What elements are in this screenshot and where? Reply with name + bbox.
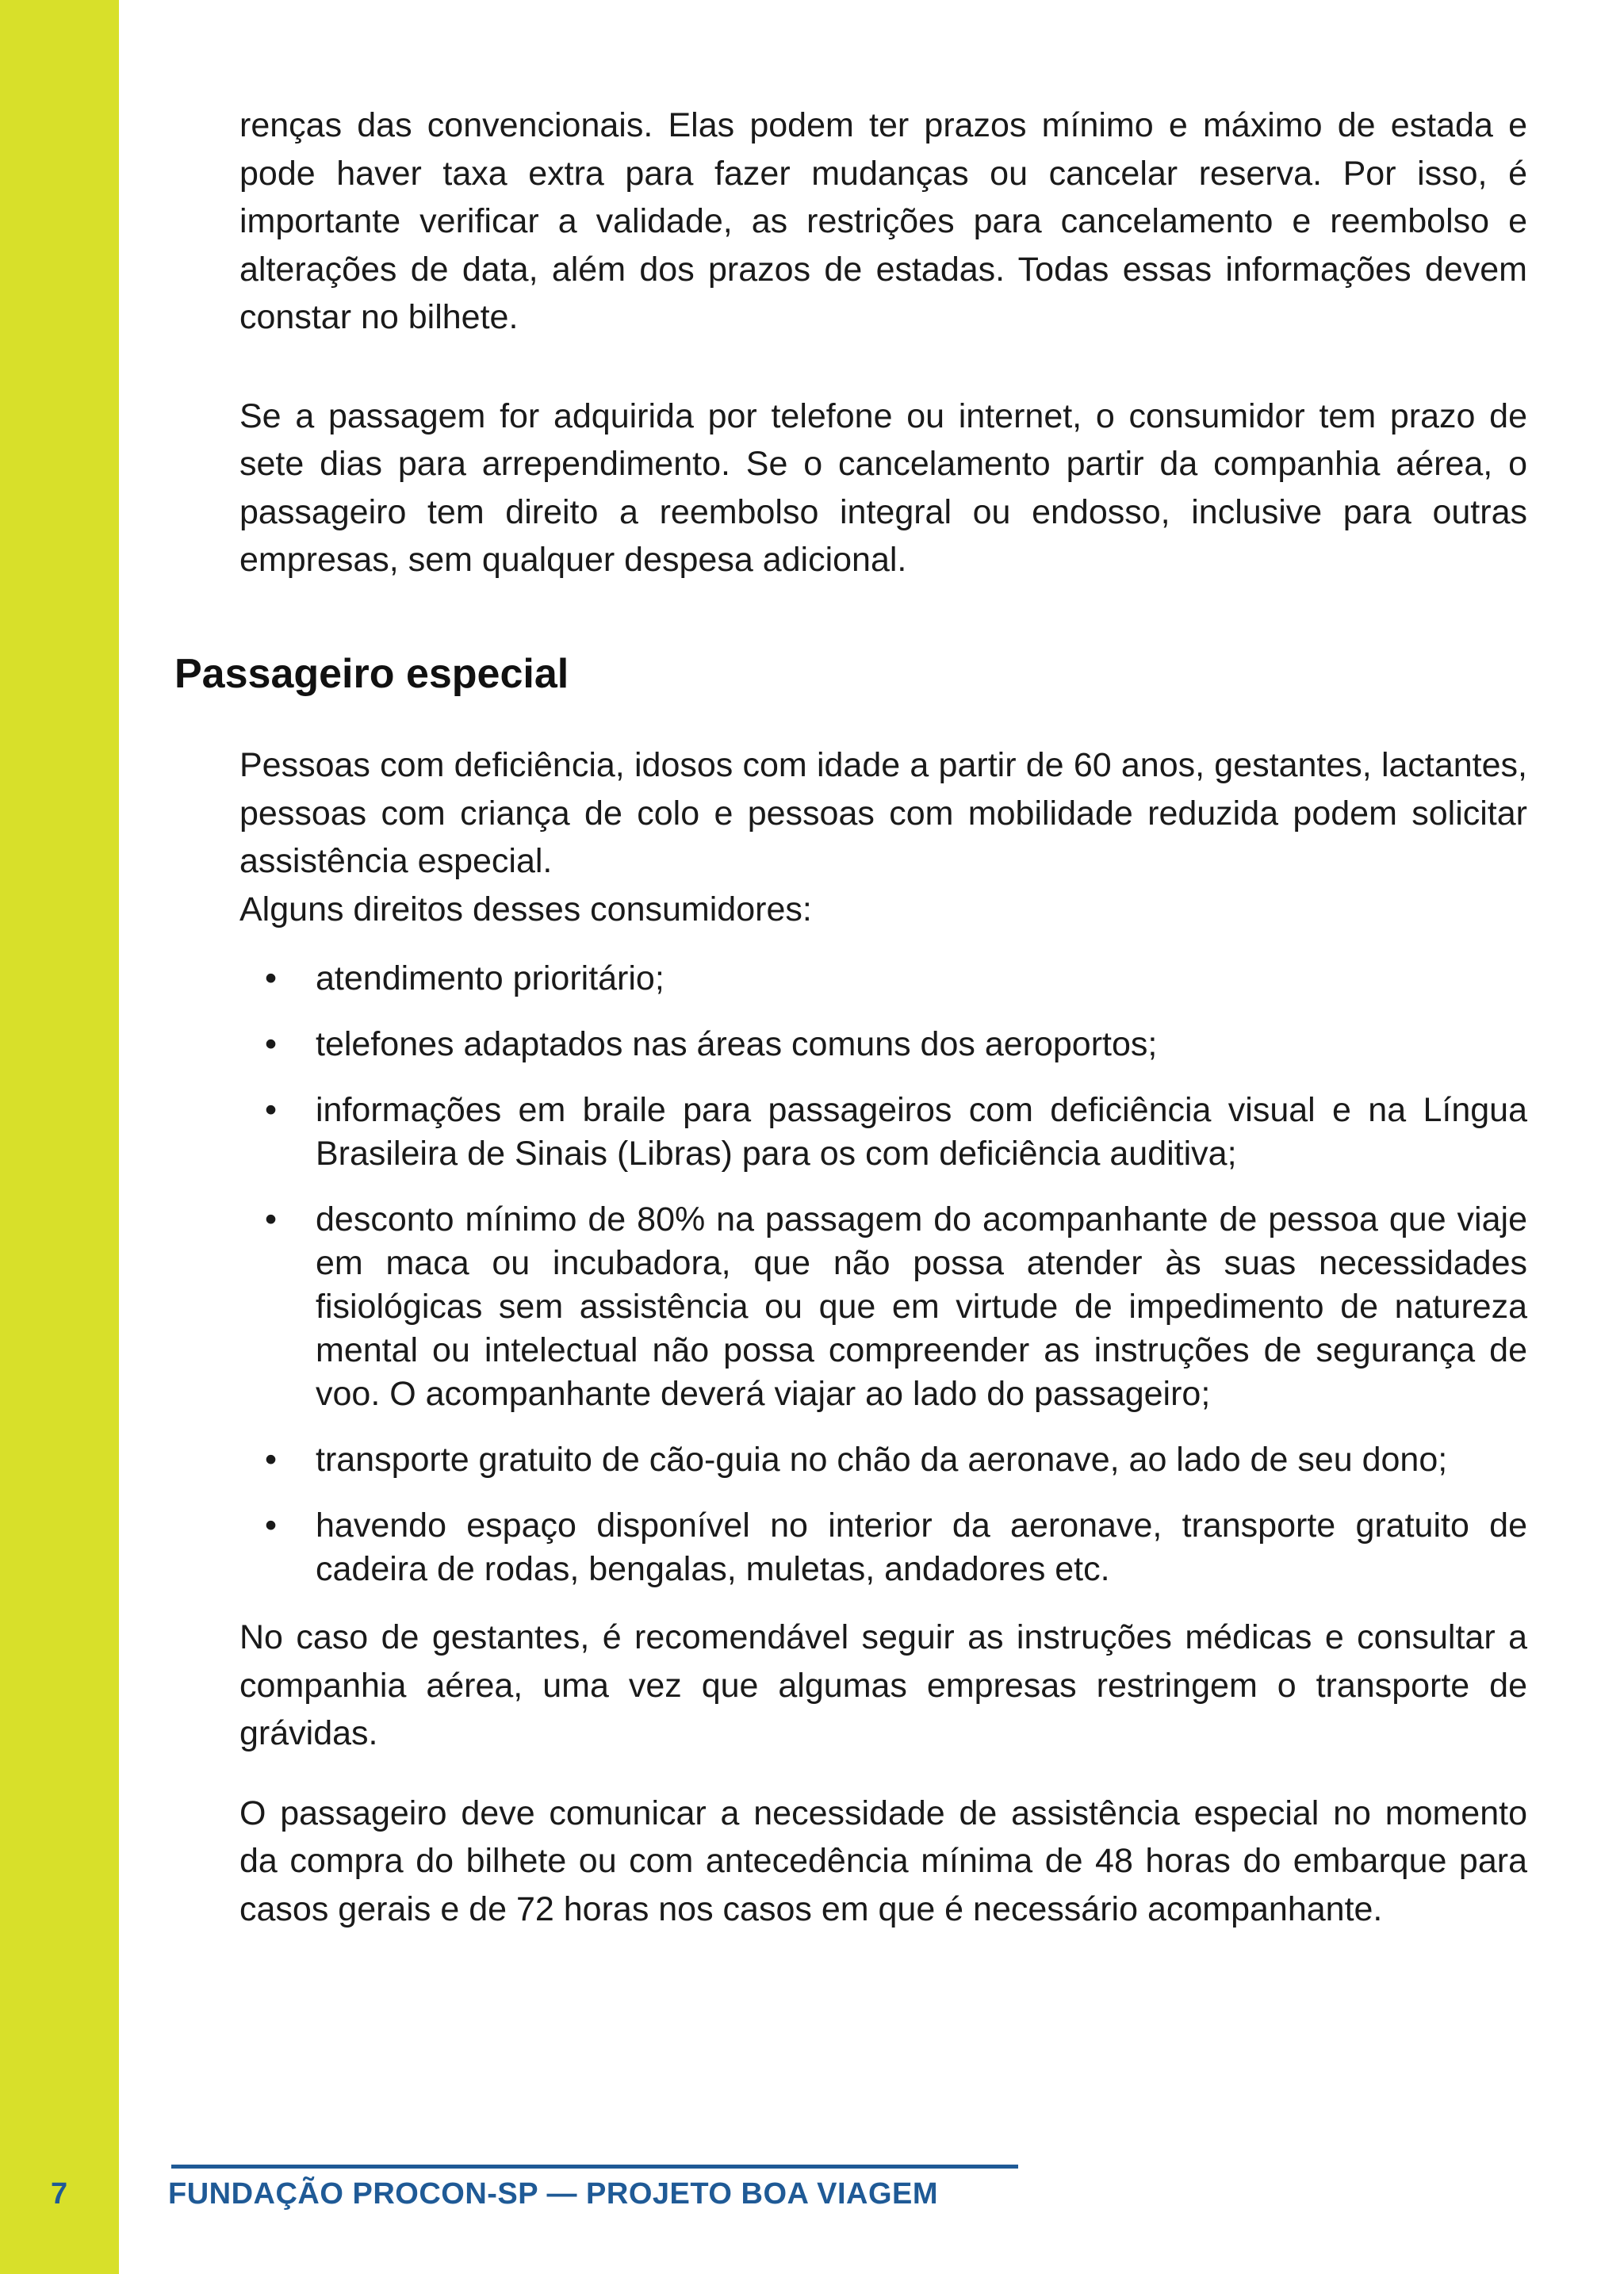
list-item	[239, 1089, 1527, 1176]
rights-list	[239, 957, 1527, 1591]
section-heading: Passageiro especial	[174, 651, 569, 697]
bullet-icon: •	[265, 1506, 278, 1545]
closing-paragraph-2: O passageiro deve comunicar a necessidade de assistência especial no momento da compra do bilhete ou com antecedência mínima de 48 horas do embarque para casos gerais e de 72 horas nos casos em que é necessário acompanhante.	[239, 1794, 1527, 1928]
list-item	[239, 1438, 1527, 1482]
bullet-icon: •	[265, 1441, 278, 1479]
footer-title: FUNDAÇÃO PROCON-SP — PROJETO BOA VIAGEM	[168, 2177, 939, 2211]
list-intro: Alguns direitos desses consumidores:	[239, 890, 812, 928]
list-item-text: atendimento prioritário;	[316, 959, 665, 997]
list-item-text: informações em braile para passageiros com deficiência visual e na Língua Brasileira de Sinais (Libras) para os com deficiência auditiva;	[316, 1091, 1527, 1173]
list-item	[239, 1023, 1527, 1066]
section-intro-paragraph: Pessoas com deficiência, idosos com idade a partir de 60 anos, gestantes, lactantes, pessoas com criança de colo e pessoas com mobilidade reduzida podem solicitar assistência especial.	[239, 746, 1527, 880]
closing-paragraph-1: No caso de gestantes, é recomendável seguir as instruções médicas e consultar a companhia aérea, uma vez que algumas empresas restringem o transporte de grávidas.	[239, 1618, 1527, 1752]
bullet-icon: •	[265, 1091, 278, 1129]
list-item-text: desconto mínimo de 80% na passagem do acompanhante de pessoa que viaje em maca ou incubadora, que não possa atender às suas necessidades fisiológicas sem assistência ou que em virtude de impedimento de natureza mental ou intelectual não possa compreender as instruções de segurança de voo. O acompanhante deverá viajar ao lado do passageiro;	[316, 1200, 1527, 1413]
list-item-text: havendo espaço disponível no interior da aeronave, transporte gratuito de cadeira de rodas, bengalas, muletas, andadores etc.	[316, 1506, 1527, 1588]
list-item	[239, 1198, 1527, 1416]
intro-paragraph-1: renças das convencionais. Elas podem ter prazos mínimo e máximo de estada e pode haver taxa extra para fazer mudanças ou cancelar reserva. Por isso, é importante verificar a validade, as restrições para cancelamento e reembolso e alterações de data, além dos prazos de estadas. Todas essas informações devem constar no bilhete.	[239, 106, 1527, 336]
list-item	[239, 957, 1527, 1001]
list-item-text: transporte gratuito de cão-guia no chão da aeronave, ao lado de seu dono;	[316, 1441, 1448, 1479]
footer-divider	[171, 2165, 1018, 2169]
intro-paragraph-2: Se a passagem for adquirida por telefone ou internet, o consumidor tem prazo de sete dias para arrependimento. Se o cancelamento partir da companhia aérea, o passageiro tem direito a reembolso integral ou endosso, inclusive para outras empresas, sem qualquer despesa adicional.	[239, 396, 1527, 579]
bullet-icon: •	[265, 1200, 278, 1238]
bullet-icon: •	[265, 959, 278, 997]
side-color-band	[0, 0, 119, 2274]
list-item	[239, 1504, 1527, 1591]
list-item-text: telefones adaptados nas áreas comuns dos aeroportos;	[316, 1025, 1158, 1063]
page-number: 7	[51, 2177, 68, 2211]
special-passenger-section	[239, 741, 1527, 1933]
intro-section	[239, 101, 1527, 584]
bullet-icon: •	[265, 1025, 278, 1063]
